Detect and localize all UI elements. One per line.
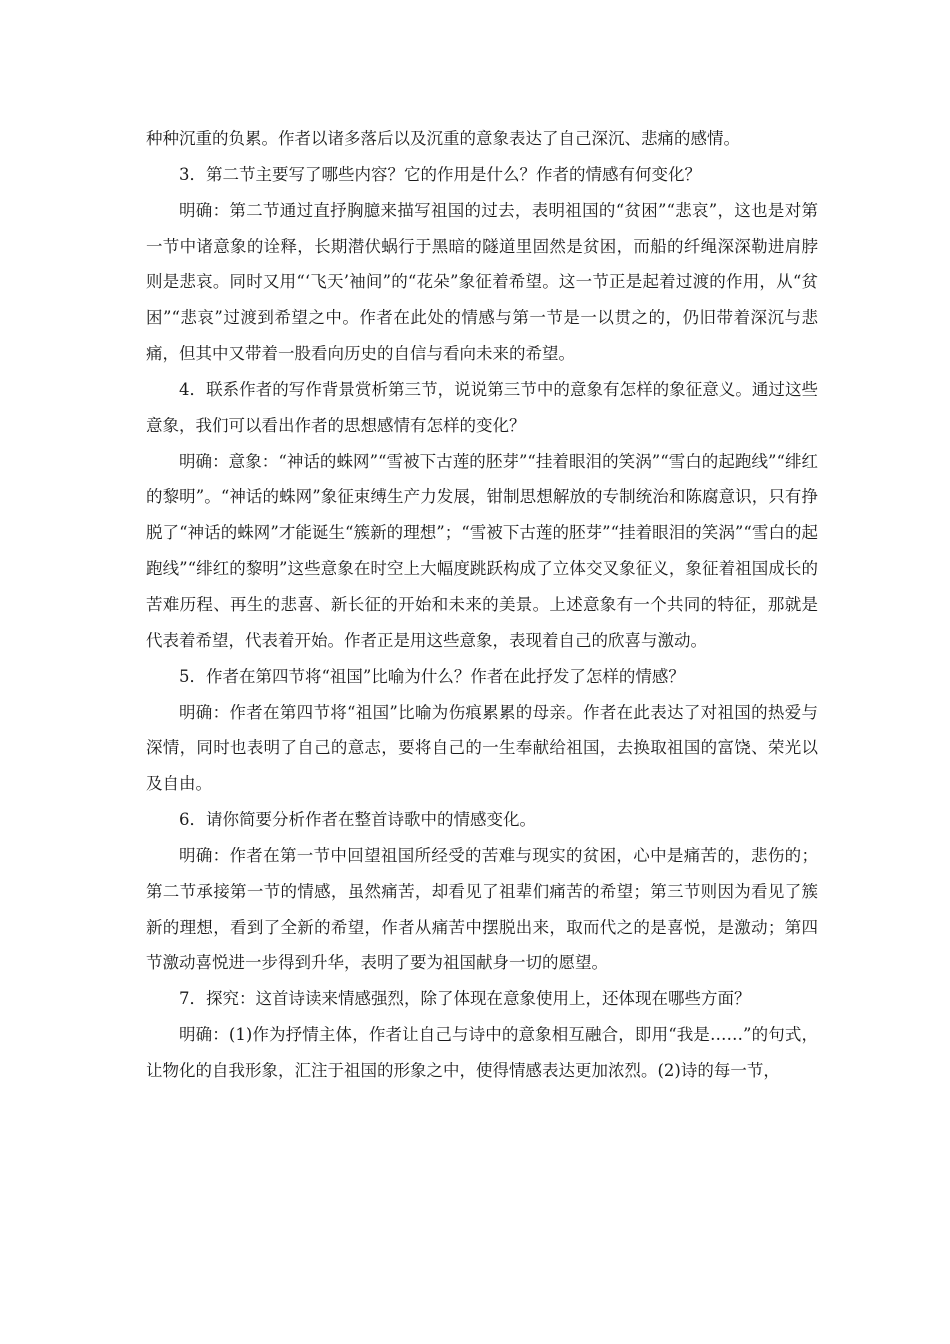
- answer-7: 明确：(1)作为抒情主体，作者让自己与诗中的意象相互融合，即用“我是……”的句式，让物化的自我形象，汇注于祖国的形象之中，使得情感表达更加浓烈。(2)诗的每一节，: [146, 1025, 818, 1080]
- question-7: 7．探究：这首诗读来情感强烈，除了体现在意象使用上，还体现在哪些方面？: [179, 989, 751, 1009]
- document-body: [146, 121, 818, 1089]
- question-4: 4．联系作者的写作背景赏析第三节，说说第三节中的意象有怎样的象征意义。通过这些意象，我们可以看出作者的思想感情有怎样的变化？: [146, 379, 818, 435]
- answer-4: 明确：意象：“神话的蛛网”“雪被下古莲的胚芽”“挂着眼泪的笑涡”“雪白的起跑线”“绯红的黎明”。“神话的蛛网”象征束缚生产力发展，钳制思想解放的专制统治和陈腐意识，只有挣脱了“神话的蛛网”才能诞生“簇新的理想”；“雪被下古莲的胚芽”“挂着眼泪的笑涡”“雪白的起跑线”“绯红的黎明”这些意象在时空上大幅度跳跃构成了立体交叉象征义，象征着祖国成长的苦难历程、再生的悲喜、新长征的开始和未来的美景。上述意象有一个共同的特征，那就是代表着希望，代表着开始。作者正是用这些意象，表现着自己的欣喜与激动。: [146, 451, 818, 650]
- answer-5: 明确：作者在第四节将“祖国”比喻为伤痕累累的母亲。作者在此表达了对祖国的热爱与深情，同时也表明了自己的意志，要将自己的一生奉献给祖国，去换取祖国的富饶、荣光以及自由。: [146, 702, 818, 794]
- question-6: 6．请你简要分析作者在整首诗歌中的情感变化。: [179, 810, 536, 830]
- continuation-paragraph: 种种沉重的负累。作者以诸多落后以及沉重的意象表达了自己深沉、悲痛的感情。: [146, 129, 740, 148]
- question-3: 3．第二节主要写了哪些内容？它的作用是什么？作者的情感有何变化？: [179, 164, 701, 184]
- question-5: 5．作者在第四节将“祖国”比喻为什么？作者在此抒发了怎样的情感？: [179, 666, 685, 686]
- answer-6: 明确：作者在第一节中回望祖国所经受的苦难与现实的贫困，心中是痛苦的，悲伤的；第二节承接第一节的情感，虽然痛苦，却看见了祖辈们痛苦的希望；第三节则因为看见了簇新的理想，看到了全新的希望，作者从痛苦中摆脱出来，取而代之的是喜悦，是激动；第四节激动喜悦进一步得到升华，表明了要为祖国献身一切的愿望。: [146, 845, 818, 973]
- answer-3: 明确：第二节通过直抒胸臆来描写祖国的过去，表明祖国的“贫困”“悲哀”，这也是对第一节中诸意象的诠释，长期潜伏蜗行于黑暗的隧道里固然是贫困，而船的纤绳深深勒进肩脖则是悲哀。同时又用“‘飞天’袖间”的“花朵”象征着希望。这一节正是起着过渡的作用，从“贫困”“悲哀”过渡到希望之中。作者在此处的情感与第一节是一以贯之的，仍旧带着深沉与悲痛，但其中又带着一股看向历史的自信与看向未来的希望。: [146, 200, 818, 364]
